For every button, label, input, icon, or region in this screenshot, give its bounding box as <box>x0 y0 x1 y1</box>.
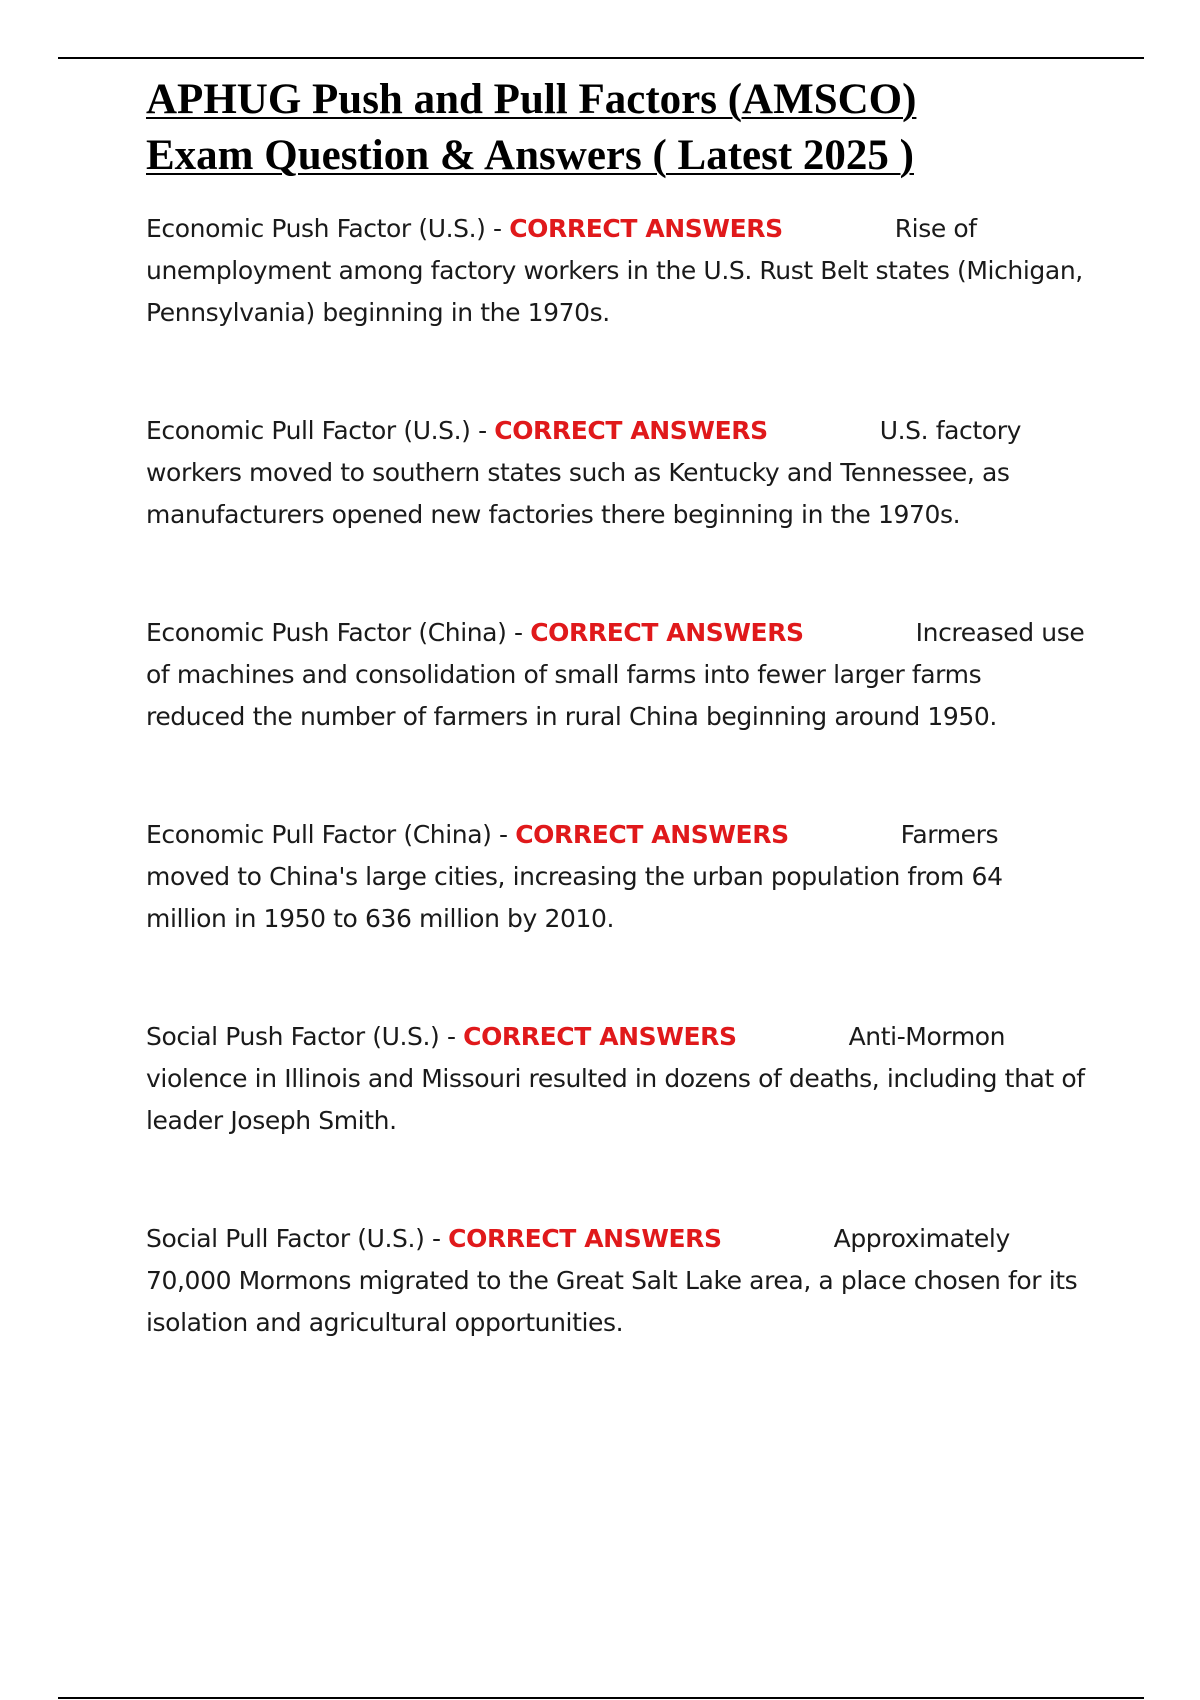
question-text: Economic Push Factor (China) <box>146 618 507 647</box>
title-line-2: Exam Question & Answers ( Latest 2025 ) <box>146 132 914 179</box>
answer-text: U.S. factory workers moved to southern states such as Kentucky and Tennessee, as manufacturers opened new factories there beginning in the 1970s. <box>146 416 1021 529</box>
separator: - <box>439 1022 464 1051</box>
correct-answers-label: CORRECT ANSWERS <box>515 820 789 849</box>
answer-text: Anti-Mormon violence in Illinois and Missouri resulted in dozens of deaths, including that of leader Joseph Smith. <box>146 1022 1085 1135</box>
qa-entry-2 <box>146 410 1086 536</box>
top-rule <box>58 57 1144 59</box>
separator: - <box>470 416 495 445</box>
qa-list <box>146 208 1086 1344</box>
qa-entry-3 <box>146 612 1086 738</box>
document-body <box>146 72 1086 1344</box>
correct-answers-label: CORRECT ANSWERS <box>463 1022 737 1051</box>
qa-entry-4 <box>146 814 1086 940</box>
correct-answers-label: CORRECT ANSWERS <box>448 1224 722 1253</box>
qa-entry-6 <box>146 1218 1086 1344</box>
separator: - <box>485 214 510 243</box>
correct-answers-label: CORRECT ANSWERS <box>530 618 804 647</box>
title-line-1: APHUG Push and Pull Factors (AMSCO) <box>146 76 917 123</box>
qa-entry-5 <box>146 1016 1086 1142</box>
separator: - <box>491 820 516 849</box>
answer-text: Approximately 70,000 Mormons migrated to the Great Salt Lake area, a place chosen for its isolation and agricultural opportunities. <box>146 1224 1078 1337</box>
answer-text: Farmers moved to China's large cities, increasing the urban population from 64 million in 1950 to 636 million by 2010. <box>146 820 1003 933</box>
question-text: Economic Pull Factor (China) <box>146 820 492 849</box>
answer-text: Rise of unemployment among factory workers in the U.S. Rust Belt states (Michigan, Pennsylvania) beginning in the 1970s. <box>146 214 1083 327</box>
separator: - <box>424 1224 449 1253</box>
question-text: Social Pull Factor (U.S.) <box>146 1224 425 1253</box>
question-text: Social Push Factor (U.S.) <box>146 1022 440 1051</box>
correct-answers-label: CORRECT ANSWERS <box>509 214 783 243</box>
qa-entry-1 <box>146 208 1086 334</box>
question-text: Economic Pull Factor (U.S.) <box>146 416 471 445</box>
document-title <box>146 72 1086 184</box>
separator: - <box>506 618 531 647</box>
bottom-rule <box>58 1697 1144 1699</box>
answer-text: Increased use of machines and consolidation of small farms into fewer larger farms reduced the number of farmers in rural China beginning around 1950. <box>146 618 1085 731</box>
correct-answers-label: CORRECT ANSWERS <box>494 416 768 445</box>
question-text: Economic Push Factor (U.S.) <box>146 214 486 243</box>
